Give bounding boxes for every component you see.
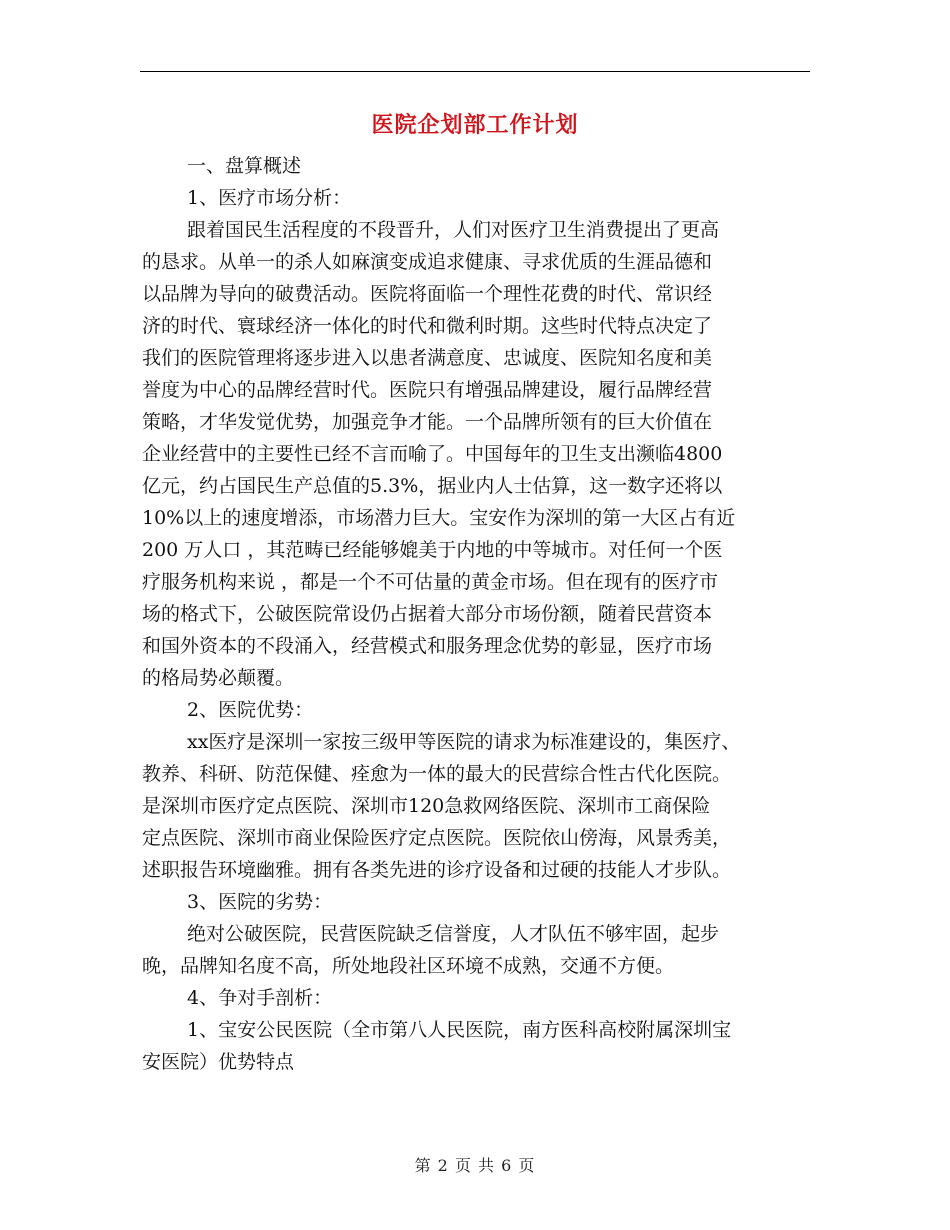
text-line: 亿元，约占国民生产总值的5.3%，据业内人士估算，这一数字还将以 (142, 475, 723, 497)
text-line: 4、争对手剖析： (187, 987, 333, 1009)
text-line: 200 万人口 ，其范畴已经能够媲美于内地的中等城市。对任何一个医 (142, 539, 723, 561)
header-rule (140, 71, 810, 72)
text-line: 教养、科研、防范保健、痊愈为一体的最大的民营综合性古代化医院。 (142, 763, 732, 785)
text-line: 是深圳市医疗定点医院、深圳市120急救网络医院、深圳市工商保险 (142, 795, 711, 817)
text-line: 策略，才华发觉优势，加强竞争才能。一个品牌所领有的巨大价值在 (142, 411, 713, 433)
text-line: 济的时代、寰球经济一体化的时代和微利时期。这些时代特点决定了 (142, 315, 713, 337)
page-footer: 第 2 页 共 6 页 (414, 1156, 536, 1175)
text-line: 1、医疗市场分析： (187, 187, 352, 209)
text-line: 的格局势必颠覆。 (142, 667, 295, 689)
text-line: xx医疗是深圳一家按三级甲等医院的请求为标准建设的，集医疗、 (187, 731, 741, 753)
text-line: 3、医院的劣势： (187, 891, 333, 913)
text-line: 绝对公破医院，民营医院缺乏信誉度，人才队伍不够牢固，起步 (187, 923, 720, 945)
document-title: 医院企划部工作计划 (371, 112, 579, 138)
text-line: 晚，品牌知名度不高，所处地段社区环境不成熟，交通不方便。 (142, 955, 675, 977)
text-line: 跟着国民生活程度的不段晋升，人们对医疗卫生消费提出了更高 (187, 219, 720, 241)
text-line: 企业经营中的主要性已经不言而喻了。中国每年的卫生支出濒临4800 (142, 443, 723, 465)
text-line: 定点医院、深圳市商业保险医疗定点医院。医院依山傍海，风景秀美， (142, 827, 732, 849)
text-line: 2、医院优势： (187, 699, 314, 721)
text-line: 一、盘算概述 (187, 155, 302, 177)
text-line: 10%以上的速度增添，市场潜力巨大。宝安作为深圳的第一大区占有近 (142, 507, 736, 529)
text-line: 疗服务机构来说 ，都是一个不可估量的黄金市场。但在现有的医疗市 (142, 571, 719, 593)
text-line: 我们的医院管理将逐步进入以患者满意度、忠诚度、医院知名度和美 (142, 347, 713, 369)
text-line: 场的格式下，公破医院常设仍占据着大部分市场份额，随着民营资本 (142, 603, 713, 625)
text-line: 1、宝安公民医院（全市第八人民医院，南方医科高校附属深圳宝 (187, 1019, 732, 1041)
text-line: 和国外资本的不段涌入，经营模式和服务理念优势的彰显，医疗市场 (142, 635, 713, 657)
text-line: 誉度为中心的品牌经营时代。医院只有增强品牌建设，履行品牌经营 (142, 379, 713, 401)
text-line: 以品牌为导向的破费活动。医院将面临一个理性花费的时代、常识经 (142, 283, 713, 305)
text-line: 述职报告环境幽雅。拥有各类先进的诊疗设备和过硬的技能人才步队。 (142, 859, 732, 881)
text-line: 安医院）优势特点 (142, 1051, 295, 1073)
text-line: 的恳求。从单一的杀人如麻演变成追求健康、寻求优质的生涯品德和 (142, 251, 713, 273)
document-body (142, 150, 804, 1078)
